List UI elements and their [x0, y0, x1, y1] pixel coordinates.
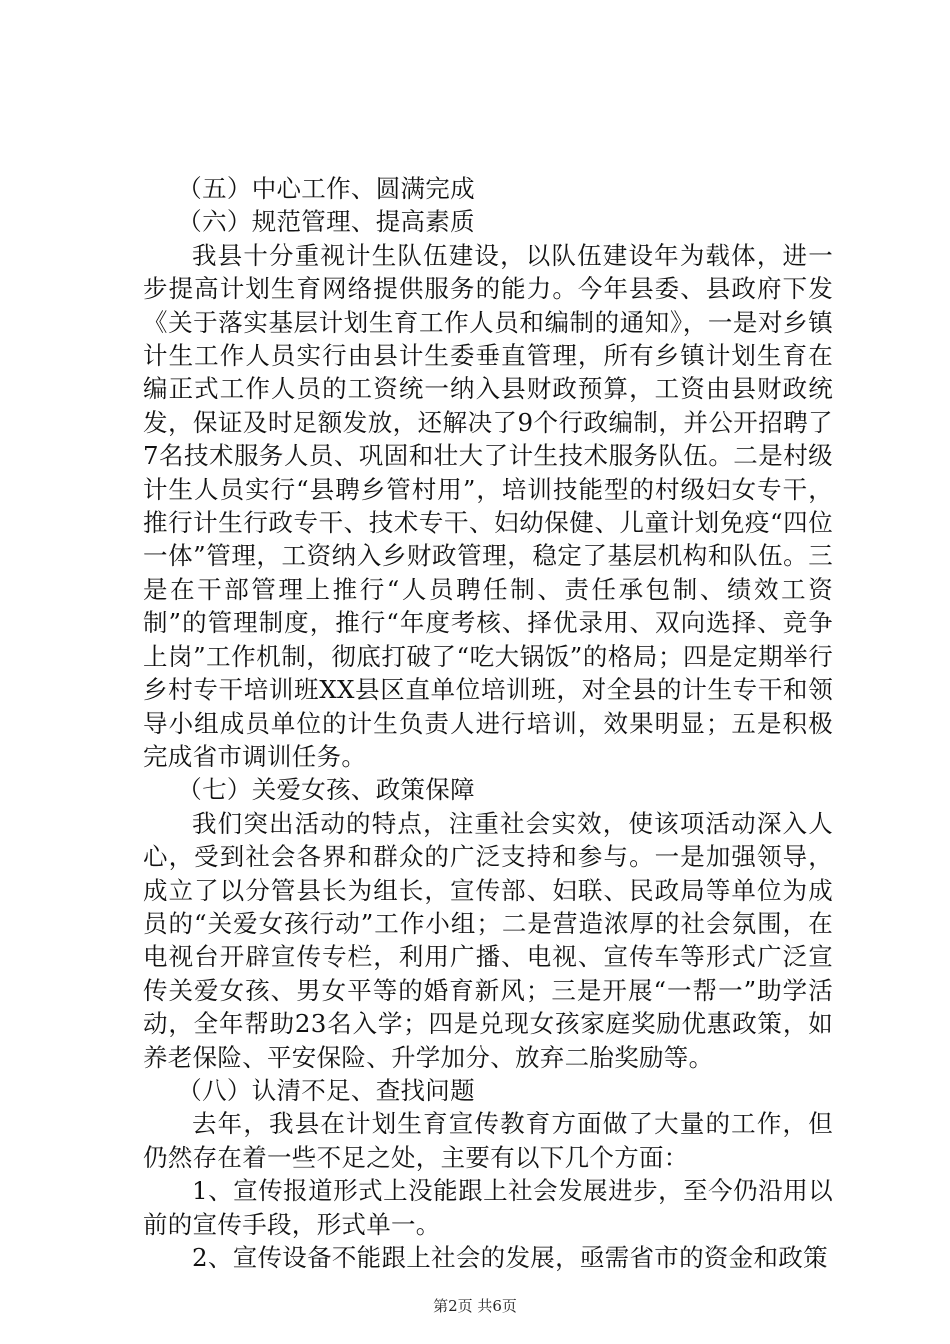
- section-heading-7: （七）关爱女孩、政策保障: [177, 775, 475, 805]
- document-body: [143, 172, 833, 1274]
- paragraph-issue-1: 1、宣传报道形式上没能跟上社会发展进步，至今仍沿用以前的宣传手段，形式单一。: [143, 1176, 833, 1239]
- paragraph-team-building: 我县十分重视计生队伍建设，以队伍建设年为载体，进一步提高计划生育网络提供服务的能力。今年县委、县政府下发《关于落实基层计划生育工作人员和编制的通知》，一是对乡镇计生工作人员实行由县计生委垂直管理，所有乡镇计划生育在编正式工作人员的工资统一纳入县财政预算，工资由县财政统发，保证及时足额发放，还解决了9个行政编制，并公开招聘了7名技术服务人员、巩固和壮大了计生技术服务队伍。二是村级计生人员实行“县聘乡管村用”，培训技能型的村级妇女专干，推行计生行政专干、技术专干、妇幼保健、儿童计划免疫“四位一体”管理，工资纳入乡财政管理，稳定了基层机构和队伍。三是在干部管理上推行“人员聘任制、责任承包制、绩效工资制”的管理制度，推行“年度考核、择优录用、双向选择、竞争上岗”工作机制，彻底打破了“吃大锅饭”的格局；四是定期举行乡村专干培训班XX县区直单位培训班，对全县的计生专干和领导小组成员单位的计生负责人进行培训，效果明显；五是积极完成省市调训任务。: [143, 240, 834, 771]
- page-number-footer: 第2页 共6页: [433, 1297, 517, 1315]
- paragraph-shortcomings-intro: 去年，我县在计划生育宣传教育方面做了大量的工作，但仍然存在着一些不足之处，主要有以下几个方面：: [143, 1109, 833, 1172]
- paragraph-issue-2: 2、宣传设备不能跟上社会的发展，亟需省市的资金和政策: [192, 1243, 828, 1272]
- section-heading-5: （五）中心工作、圆满完成: [177, 174, 475, 203]
- paragraph-care-for-girls: 我们突出活动的特点，注重社会实效，使该项活动深入人心，受到社会各界和群众的广泛支持和参与。一是加强领导，成立了以分管县长为组长，宣传部、妇联、民政局等单位为成员的“关爱女孩行动”工作小组；二是营造浓厚的社会氛围，在电视台开辟宣传专栏，利用广播、电视、宣传车等形式广泛宣传关爱女孩、男女平等的婚育新风；三是开展“一帮一”助学活动，全年帮助23名入学；四是兑现女孩家庭奖励优惠政策，如养老保险、平安保险、升学加分、放弃二胎奖励等。: [143, 808, 833, 1072]
- section-heading-8: （八）认清不足、查找问题: [177, 1075, 475, 1105]
- section-heading-6: （六）规范管理、提高素质: [177, 207, 475, 237]
